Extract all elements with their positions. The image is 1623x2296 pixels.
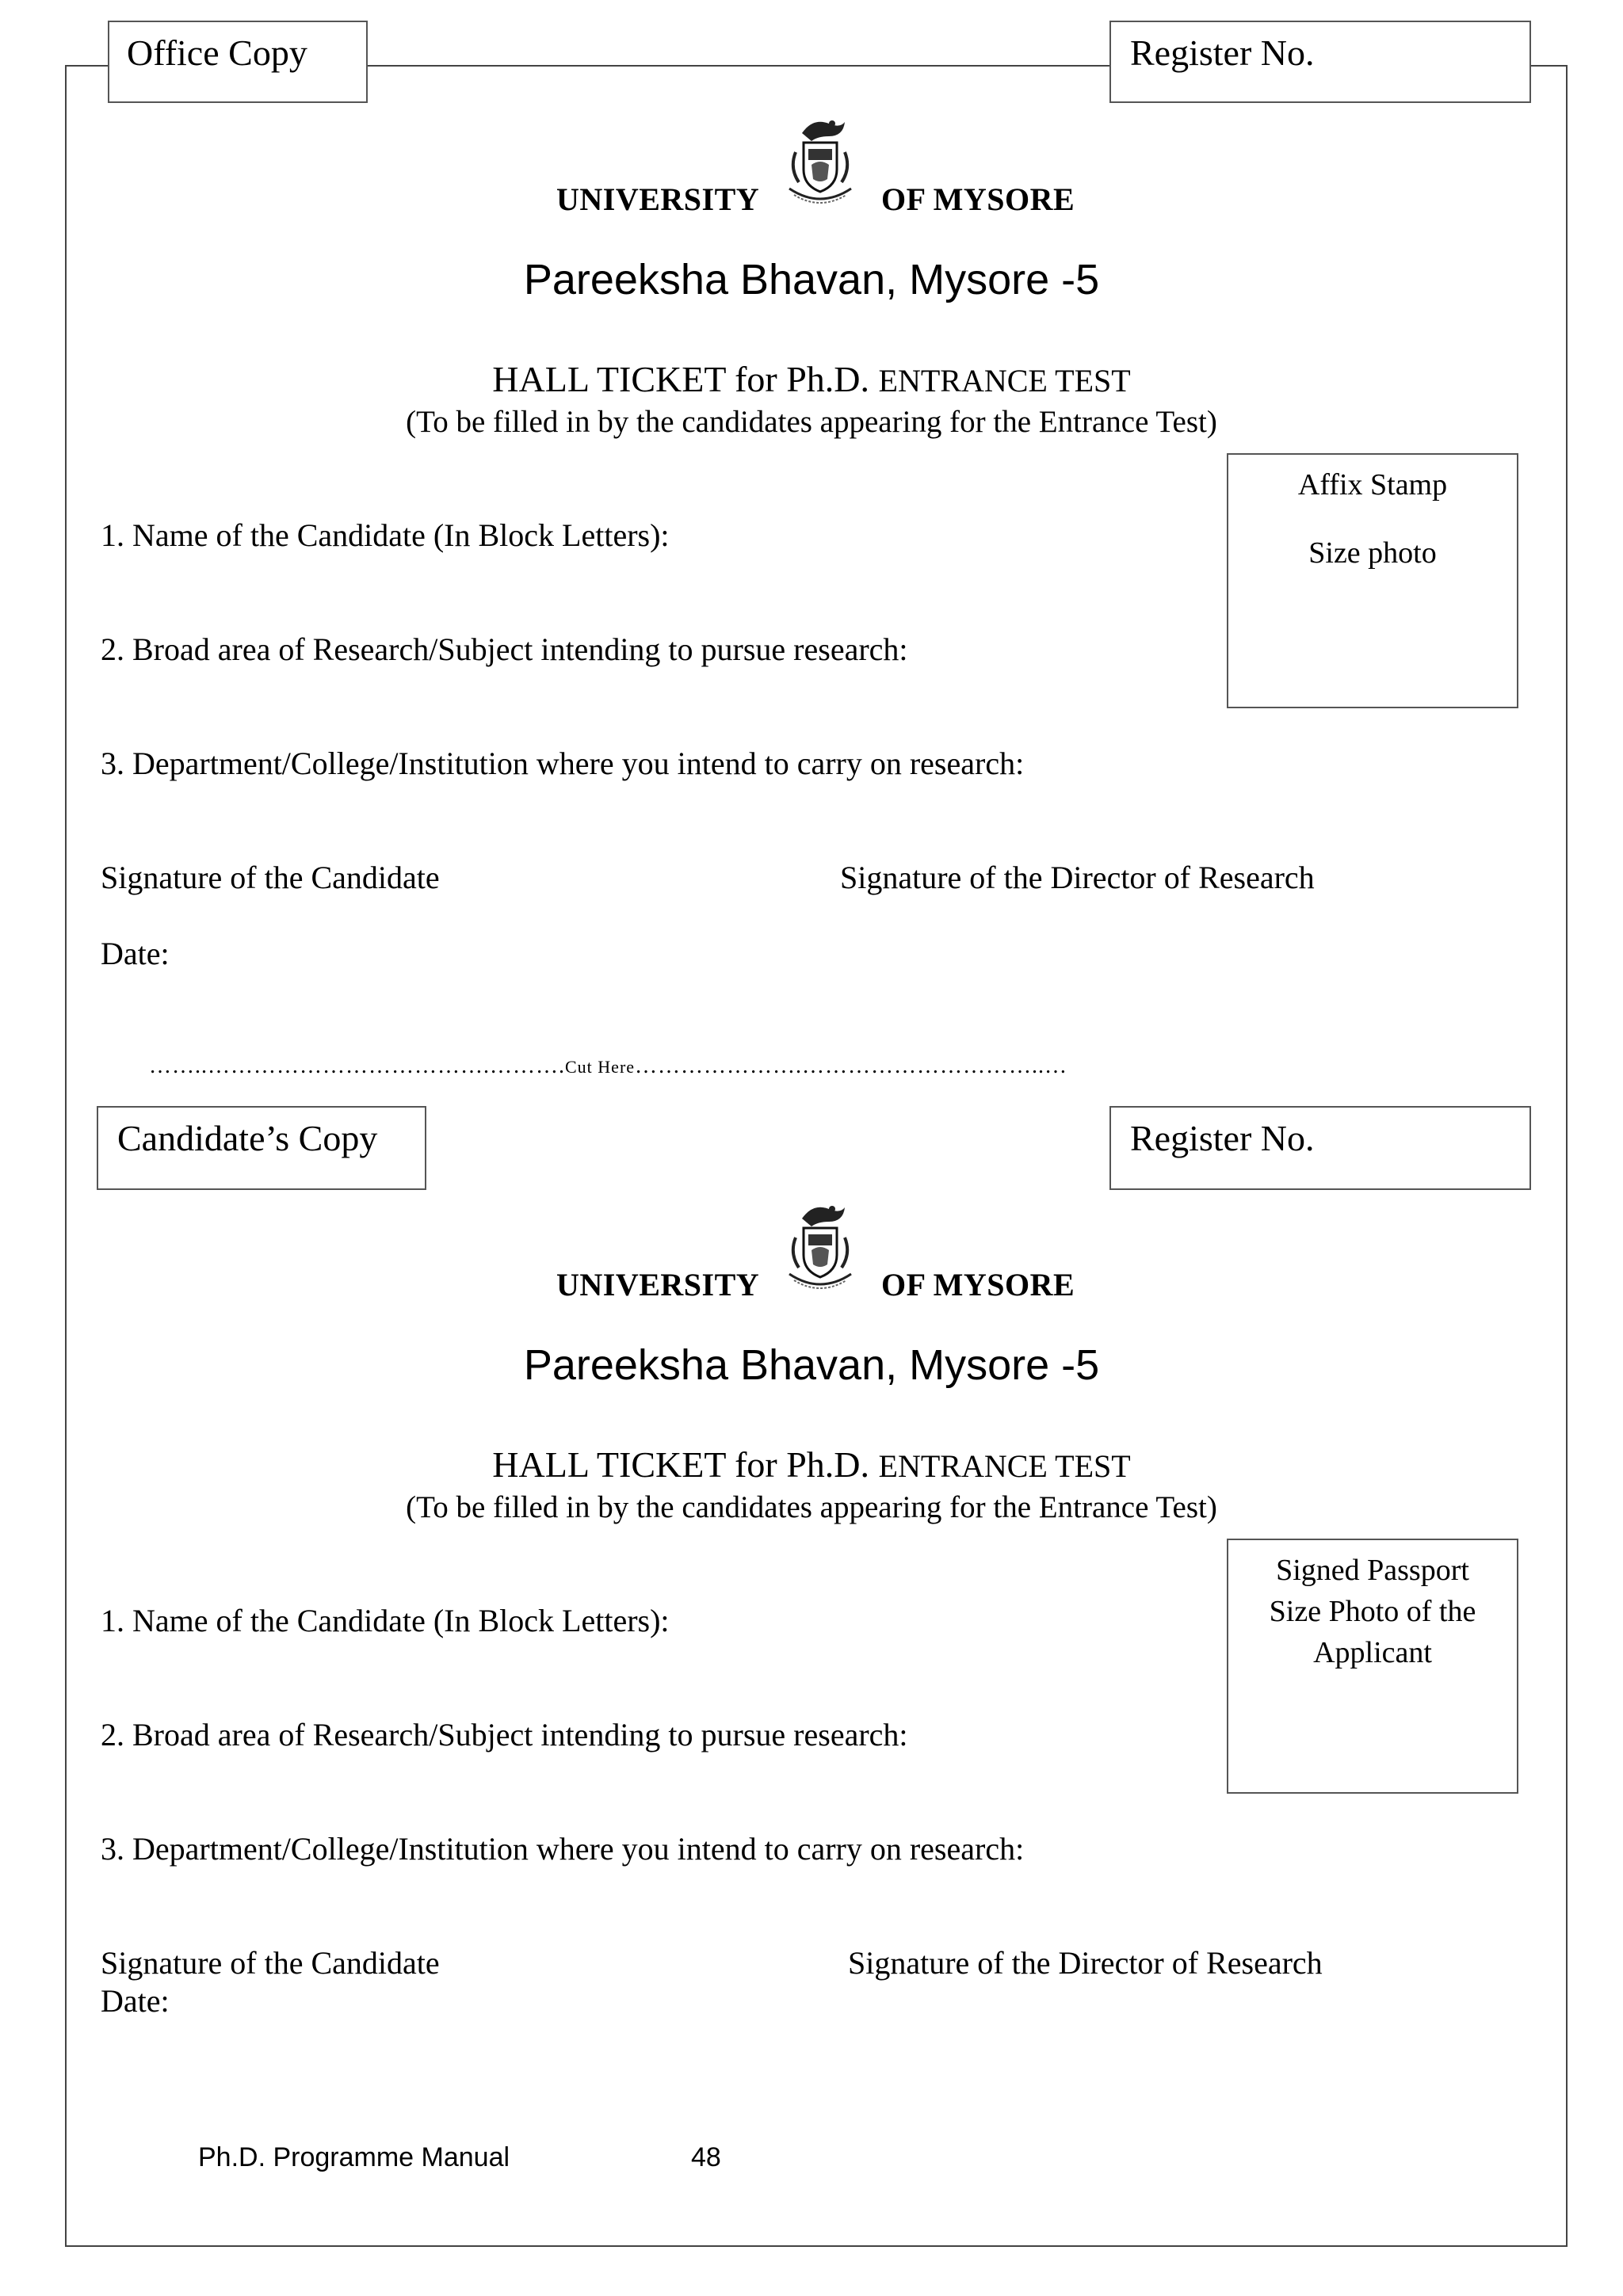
cut-here-label: Cut Here	[565, 1057, 636, 1077]
office-date: Date:	[101, 936, 170, 971]
office-university-right: OF MYSORE	[881, 181, 1075, 217]
cut-dots-right: ………………….…………………………..…	[635, 1054, 1068, 1078]
candidate-photo-line2: Size Photo of the	[1269, 1595, 1476, 1628]
office-hall-ticket-main: HALL TICKET for Ph.D.	[492, 359, 870, 399]
candidate-item-area: 2. Broad area of Research/Subject intending to pursue research:	[101, 1717, 908, 1753]
footer-page-number: 48	[691, 2142, 721, 2172]
candidate-copy-label: Candidate’s Copy	[117, 1118, 378, 1158]
office-register-label: Register No.	[1130, 32, 1315, 73]
emblem-icon	[772, 1198, 869, 1295]
candidate-university-left: UNIVERSITY	[556, 1267, 760, 1302]
candidate-university-right: OF MYSORE	[881, 1267, 1075, 1302]
candidate-photo-box	[1227, 1539, 1518, 1794]
candidate-photo-line1: Signed Passport	[1276, 1554, 1469, 1587]
office-subtitle: (To be filled in by the candidates appearing for the Entrance Test)	[406, 405, 1217, 439]
office-item-department: 3. Department/College/Institution where you intend to carry on research:	[101, 746, 1025, 781]
office-hall-ticket-small: ENTRANCE TEST	[878, 363, 1131, 399]
office-hall-ticket-title	[0, 358, 1623, 400]
office-photo-box	[1227, 453, 1518, 708]
candidate-photo-line3: Applicant	[1313, 1636, 1432, 1669]
office-item-name: 1. Name of the Candidate (In Block Letters):	[101, 517, 670, 553]
emblem-icon	[772, 113, 869, 209]
office-item-area: 2. Broad area of Research/Subject intending to pursue research:	[101, 631, 908, 667]
office-signature-director: Signature of the Director of Research	[840, 860, 1315, 895]
candidate-date: Date:	[101, 1983, 170, 2019]
office-signature-candidate: Signature of the Candidate	[101, 860, 440, 895]
office-photo-line1: Affix Stamp	[1297, 468, 1448, 502]
candidate-hall-ticket-main: HALL TICKET for Ph.D.	[492, 1444, 870, 1485]
candidate-item-department: 3. Department/College/Institution where you intend to carry on research:	[101, 1831, 1025, 1867]
footer-manual-title: Ph.D. Programme Manual	[198, 2142, 510, 2172]
candidate-signature-director: Signature of the Director of Research	[848, 1945, 1323, 1981]
candidate-signature-candidate: Signature of the Candidate	[101, 1945, 440, 1981]
cut-here-line	[149, 1054, 1067, 1079]
candidate-item-name: 1. Name of the Candidate (In Block Letters):	[101, 1603, 670, 1638]
cut-dots-left: ……..……………………………….……….	[149, 1054, 565, 1078]
office-photo-line2: Size photo	[1308, 536, 1437, 570]
candidate-subtitle: (To be filled in by the candidates appearing for the Entrance Test)	[406, 1490, 1217, 1524]
candidate-hall-ticket-title	[0, 1444, 1623, 1486]
candidate-bhavan: Pareeksha Bhavan, Mysore -5	[523, 1341, 1100, 1389]
office-copy-label: Office Copy	[127, 32, 307, 73]
office-university-left: UNIVERSITY	[556, 181, 760, 217]
candidate-hall-ticket-small: ENTRANCE TEST	[878, 1448, 1131, 1484]
candidate-register-label: Register No.	[1130, 1118, 1315, 1158]
office-bhavan: Pareeksha Bhavan, Mysore -5	[523, 256, 1100, 303]
